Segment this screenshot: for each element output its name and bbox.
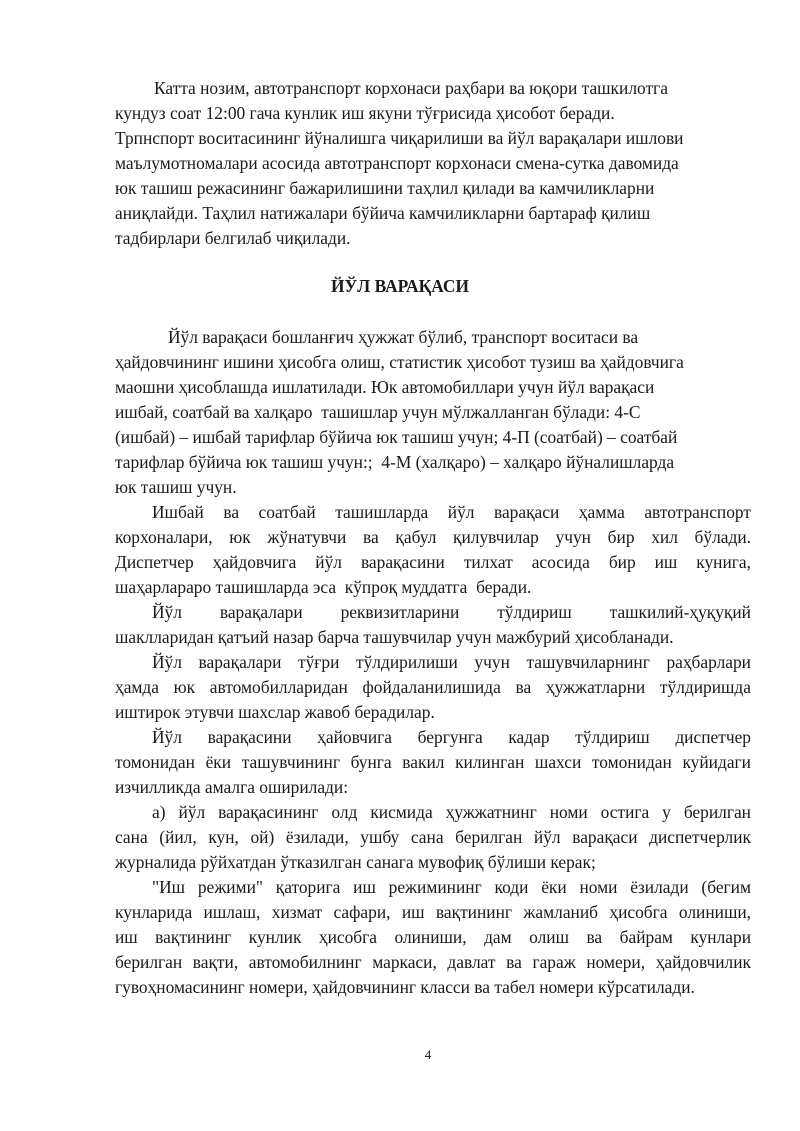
body-line: ҳамда юк автомобилларидан фойдаланилишида ва ҳужжатларни тўлдиришда (115, 677, 751, 697)
body-line: сана (йил, кун, ой) ёзилади, ушбу сана берилган йўл варақаси диспетчерлик (115, 827, 751, 847)
intro-line: Катта нозим, автотранспорт корхонаси раҳбари ва юқори ташкилотга (154, 78, 668, 98)
body-line: томонидан ёки ташувчининг бунга вакил килинган шахси томонидан куйидаги (115, 752, 751, 772)
body-line: Диспетчер ҳайдовчига йўл варақасини тилхат асосида бир иш кунига, (115, 552, 751, 572)
intro-line: аниқлайди. Таҳлил натижалари бўйича камчиликларни бартараф қилиш (115, 203, 651, 223)
section-line: ишбай, соатбай ва халқаро ташишлар учун мўлжалланган бўлади: 4-С (115, 402, 641, 422)
section-line: тарифлар бўйича юк ташиш учун:; 4-М (халқаро) – халқаро йўналишларда (115, 452, 675, 472)
section-line: Йўл варақаси бошланғич ҳужжат бўлиб, транспорт воситаси ва (168, 327, 639, 347)
intro-line: юк ташиш режасининг бажарилишини таҳлил қилади ва камчиликларни (115, 178, 655, 198)
intro-line: маълумотномалари асосида автотранспорт корхонаси смена-сутка давомида (115, 153, 679, 173)
intro-line: тадбирлари белгилаб чиқилади. (115, 228, 351, 248)
body-line: шаклларидан қатъий назар барча ташувчилар учун мажбурий ҳисобланади. (115, 627, 674, 647)
body-line: иш вақтининг кунлик ҳисобга олиниши, дам олиш ва байрам кунлари (115, 927, 751, 947)
page-number: 4 (424, 1047, 432, 1062)
body-line: шаҳарлараро ташишларда эса кўпроқ муддатга беради. (115, 577, 532, 597)
body-line: а) йўл варақасининг олд кисмида ҳужжатнинг номи остига у берилган (152, 802, 751, 822)
body-line: берилган вақти, автомобилнинг маркаси, давлат ва гараж номери, ҳайдовчилик (115, 952, 751, 972)
body-line: корхоналари, юк жўнатувчи ва қабул қилувчилар учун бир хил бўлади. (115, 527, 751, 547)
section-line: юк ташиш учун. (115, 477, 237, 497)
body-line: изчилликда амалга оширилади: (115, 777, 349, 797)
body-line: Йўл варақалари тўғри тўлдирилиши учун ташувчиларнинг раҳбарлари (152, 652, 751, 672)
body-line: иштирок этувчи шахслар жавоб берадилар. (115, 702, 435, 722)
body-line: гувоҳномасининг номери, ҳайдовчининг класси ва табел номери кўрсатилади. (115, 977, 695, 997)
section-heading: ЙЎЛ ВАРАҚАСИ (330, 276, 469, 296)
section-line: ҳайдовчининг ишини ҳисобга олиш, статистик ҳисобот тузиш ва ҳайдовчига (115, 352, 684, 372)
section-line: (ишбай) – ишбай тарифлар бўйича юк ташиш учун; 4-П (соатбай) – соатбай (115, 427, 678, 447)
body-line: кунларида ишлаш, хизмат сафари, иш вақтининг жамланиб ҳисобга олиниши, (115, 902, 751, 922)
section-line: маошни ҳисоблашда ишлатилади. Юк автомобиллари учун йўл варақаси (115, 377, 655, 397)
body-line: Ишбай ва соатбай ташишларда йўл варақаси ҳамма автотранспорт (152, 502, 751, 522)
intro-line: кундуз соат 12:00 гача кунлик иш якуни тўғрисида ҳисобот беради. (115, 103, 615, 123)
body-line: журналида рўйхатдан ўтказилган санага мувофиқ бўлиши керак; (115, 852, 596, 872)
body-line: Йўл варақасини ҳайовчига бергунга кадар тўлдириш диспетчер (152, 727, 751, 747)
intro-line: Трпнспорт воситасининг йўналишга чиқарилиши ва йўл варақалари ишлови (115, 128, 684, 148)
body-line: Йўл варақалари реквизитларини тўлдириш ташкилий-ҳуқуқий (152, 602, 751, 622)
body-line: "Иш режими" қаторига иш режимининг коди ёки номи ёзилади (бегим (152, 877, 751, 897)
